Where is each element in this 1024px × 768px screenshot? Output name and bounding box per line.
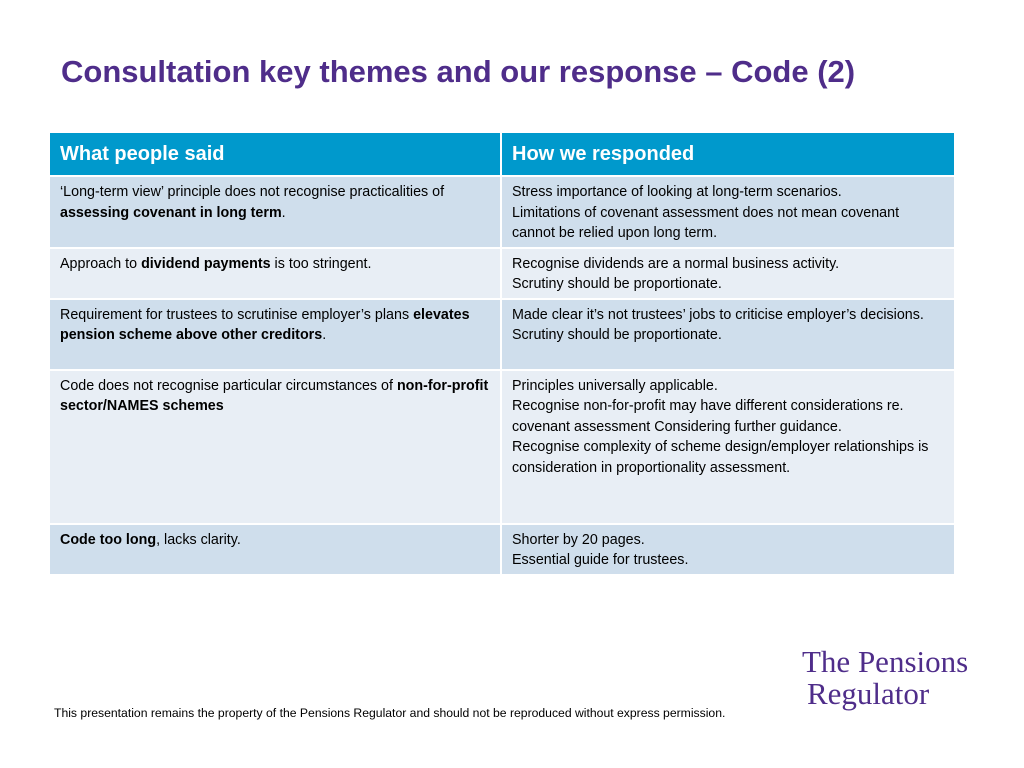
table-row: [49, 524, 955, 575]
emphasis-text: non-for-profit sector/NAMES schemes: [60, 377, 489, 414]
table-row: [49, 299, 955, 370]
response-line: Principles universally applicable.: [512, 377, 718, 394]
responded-cell: [501, 176, 955, 248]
response-line: Recognise complexity of scheme design/employer relationships is consideration in proportionality assessment.: [512, 439, 929, 476]
response-line: Scrutiny should be proportionate.: [512, 276, 722, 292]
responded-cell: [501, 248, 955, 299]
page-title: Consultation key themes and our response – Code (2): [61, 54, 856, 89]
response-line: Recognise non-for-profit may have different considerations re. covenant assessment Considering further guidance.: [512, 398, 904, 435]
emphasis-text: dividend payments: [141, 255, 271, 272]
cell-text: Code does not recognise particular circumstances of: [60, 377, 397, 394]
responded-cell: [501, 299, 955, 370]
said-cell: [49, 299, 501, 370]
emphasis-text: elevates pension scheme above other creditors: [60, 306, 470, 343]
responded-cell: [501, 370, 955, 524]
said-cell: [49, 370, 501, 524]
cell-text: , lacks clarity.: [156, 531, 241, 548]
emphasis-text: assessing covenant in long term: [60, 204, 282, 221]
said-cell: [49, 248, 501, 299]
response-line: Made clear it’s not trustees’ jobs to criticise employer’s decisions. Scrutiny should be proportionate.: [512, 306, 924, 343]
emphasis-text: Code too long: [60, 531, 157, 548]
table-row: [49, 248, 955, 299]
responded-cell: [501, 524, 955, 575]
cell-text: .: [322, 327, 327, 343]
response-line: Shorter by 20 pages.: [512, 531, 645, 548]
header-what-people-said: What people said: [49, 132, 501, 176]
logo-line-1: The Pensions: [802, 644, 969, 679]
response-line: Stress importance of looking at long-term scenarios.: [512, 184, 842, 200]
pensions-regulator-logo: [802, 646, 968, 710]
cell-text: is too stringent.: [270, 255, 372, 272]
logo-line-2: Regulator: [807, 676, 930, 711]
response-line: Essential guide for trustees.: [512, 552, 689, 568]
said-cell: [49, 524, 501, 575]
themes-table: [48, 131, 956, 576]
table-row: [49, 370, 955, 524]
cell-text: Requirement for trustees to scrutinise employer’s plans: [60, 306, 414, 323]
cell-text: ‘Long-term view’ principle does not recognise practicalities of: [60, 184, 445, 200]
response-line: Recognise dividends are a normal business activity.: [512, 255, 840, 272]
cell-text: .: [281, 204, 286, 221]
table-row: [49, 176, 955, 248]
response-line: Limitations of covenant assessment does not mean covenant cannot be relied upon long term.: [512, 204, 900, 241]
said-cell: [49, 176, 501, 248]
table-header-row: [49, 132, 955, 176]
cell-text: Approach to: [60, 255, 142, 272]
header-how-we-responded: How we responded: [501, 132, 955, 176]
footer-disclaimer: This presentation remains the property of the Pensions Regulator and should not be reproduced without express permission.: [54, 706, 726, 720]
